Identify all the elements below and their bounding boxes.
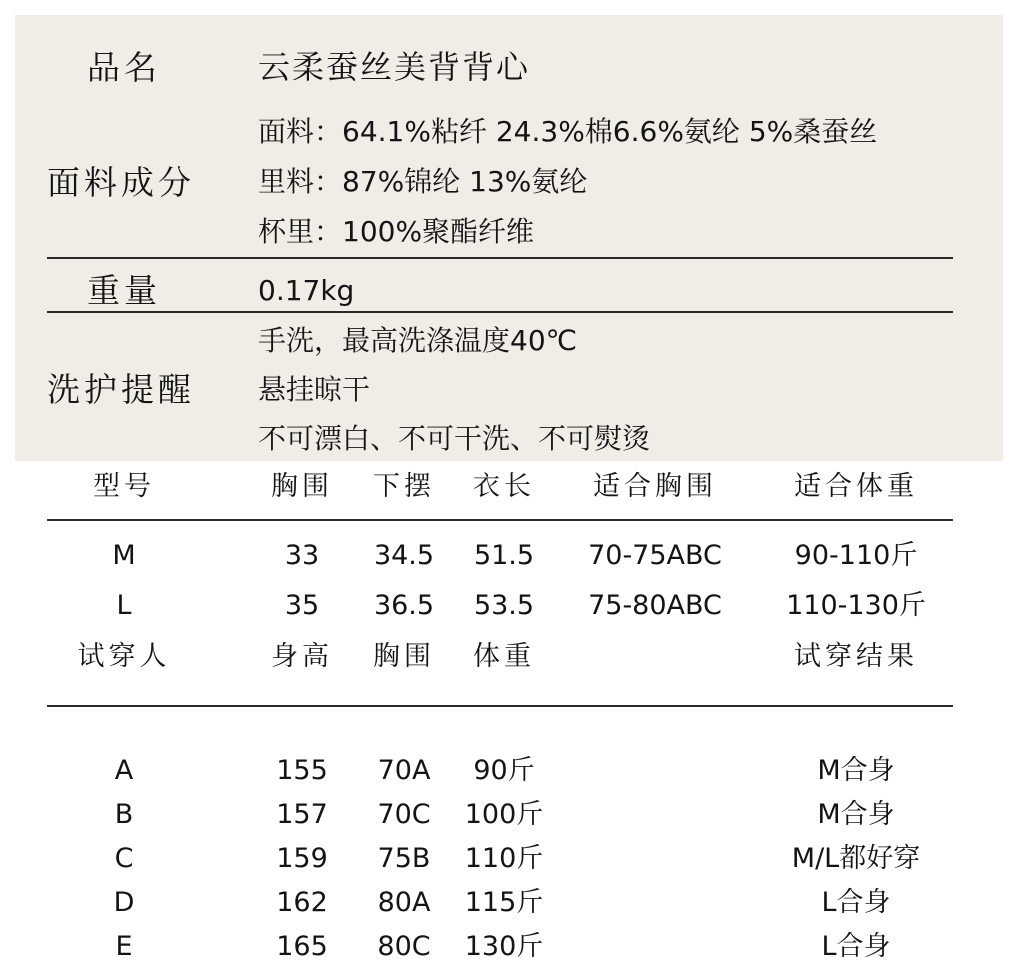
weight-value: 0.17kg bbox=[258, 274, 355, 307]
size-cell: 36.5 bbox=[373, 590, 435, 621]
divider bbox=[47, 257, 953, 259]
size-cell: 35 bbox=[284, 590, 320, 621]
fabric-label: 面料成分 bbox=[47, 163, 195, 202]
trial-cell: M合身 bbox=[817, 755, 895, 786]
trial-cell: 157 bbox=[276, 799, 328, 830]
size-cell: 51.5 bbox=[473, 540, 535, 571]
trial-cell: E bbox=[115, 931, 133, 962]
trial-header-result: 试穿结果 bbox=[794, 641, 918, 672]
size-cell: 90-110斤 bbox=[794, 540, 918, 571]
trial-cell: D bbox=[113, 887, 135, 918]
size-cell: 70-75ABC bbox=[588, 540, 722, 571]
trial-cell: A bbox=[114, 755, 134, 786]
size-header-model: 型号 bbox=[93, 471, 155, 502]
trial-header-weight: 体重 bbox=[473, 641, 535, 672]
trial-cell: 100斤 bbox=[464, 799, 544, 830]
trial-cell: 70A bbox=[377, 755, 431, 786]
trial-cell: 165 bbox=[276, 931, 328, 962]
size-cell: 75-80ABC bbox=[588, 590, 722, 621]
trial-cell: 70C bbox=[377, 799, 431, 830]
size-header-length: 衣长 bbox=[473, 471, 535, 502]
trial-cell: B bbox=[114, 799, 134, 830]
size-header-fit-bust: 适合胸围 bbox=[593, 471, 717, 502]
trial-cell: M合身 bbox=[817, 799, 895, 830]
trial-header-height: 身高 bbox=[271, 641, 333, 672]
fabric-line-outer: 面料：64.1%粘纤 24.3%棉6.6%氨纶 5%桑蚕丝 bbox=[258, 115, 878, 148]
size-cell: M bbox=[112, 540, 136, 571]
trial-cell: M/L都好穿 bbox=[791, 843, 921, 874]
trial-header-bust: 胸围 bbox=[373, 641, 435, 672]
trial-cell: 155 bbox=[276, 755, 328, 786]
size-table-divider bbox=[47, 519, 953, 521]
product-name-label: 品名 bbox=[87, 48, 161, 87]
trial-cell: 110斤 bbox=[464, 843, 544, 874]
fabric-line-cup: 杯里：100%聚酯纤维 bbox=[258, 215, 535, 248]
weight-label: 重量 bbox=[87, 271, 161, 310]
trial-cell: 130斤 bbox=[464, 931, 544, 962]
size-cell: L bbox=[116, 590, 132, 621]
trial-cell: C bbox=[114, 843, 134, 874]
trial-header-person: 试穿人 bbox=[77, 641, 171, 672]
care-line-wash: 手洗，最高洗涤温度40℃ bbox=[258, 324, 578, 357]
trial-cell: L合身 bbox=[821, 887, 891, 918]
size-header-hem: 下摆 bbox=[373, 471, 435, 502]
trial-cell: L合身 bbox=[821, 931, 891, 962]
size-cell: 34.5 bbox=[373, 540, 435, 571]
trial-cell: 162 bbox=[276, 887, 328, 918]
divider bbox=[47, 311, 953, 313]
trial-cell: 159 bbox=[276, 843, 328, 874]
product-name-value: 云柔蚕丝美背背心 bbox=[258, 48, 531, 86]
trial-cell: 75B bbox=[377, 843, 431, 874]
size-cell: 110-130斤 bbox=[786, 590, 926, 621]
size-cell: 53.5 bbox=[473, 590, 535, 621]
fabric-line-lining: 里料：87%锦纶 13%氨纶 bbox=[258, 165, 588, 198]
trial-table-divider bbox=[47, 705, 953, 707]
size-header-fit-weight: 适合体重 bbox=[794, 471, 918, 502]
care-label: 洗护提醒 bbox=[47, 370, 195, 409]
care-line-dry: 悬挂晾干 bbox=[258, 373, 371, 406]
size-header-bust: 胸围 bbox=[271, 471, 333, 502]
trial-cell: 80A bbox=[377, 887, 431, 918]
care-line-forbidden: 不可漂白、不可干洗、不可熨烫 bbox=[258, 422, 651, 455]
trial-cell: 80C bbox=[377, 931, 431, 962]
trial-cell: 90斤 bbox=[473, 755, 535, 786]
trial-cell: 115斤 bbox=[464, 887, 544, 918]
size-cell: 33 bbox=[284, 540, 320, 571]
